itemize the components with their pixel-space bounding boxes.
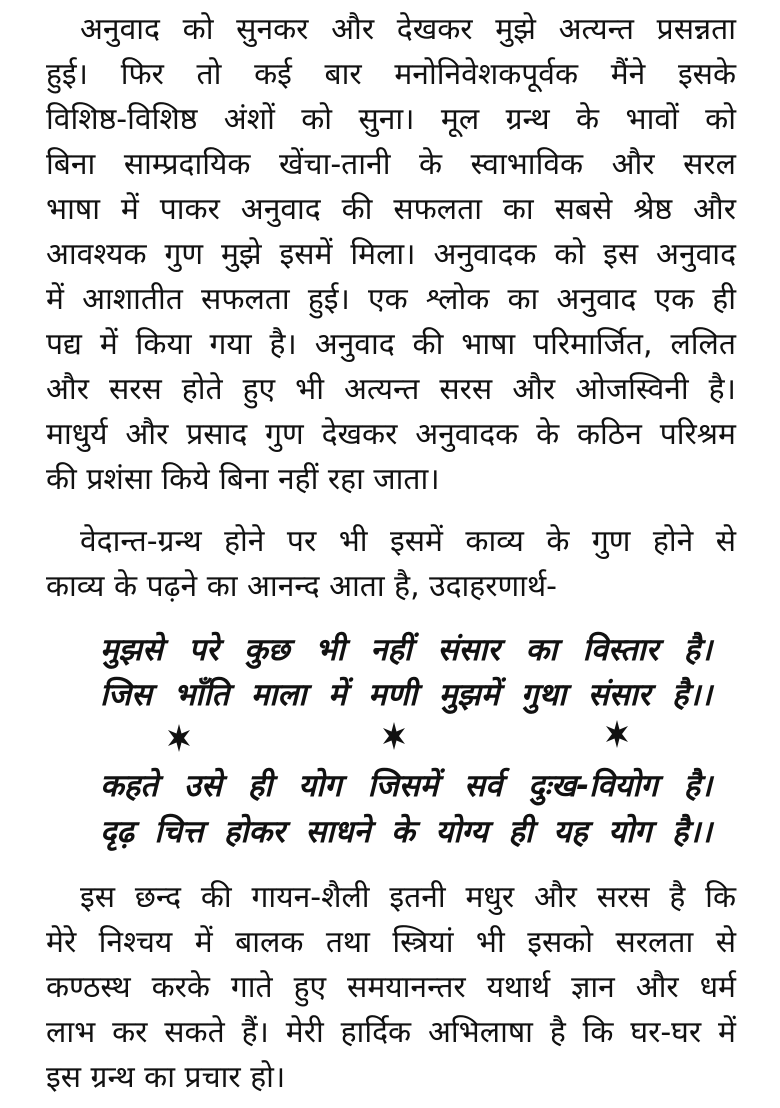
six-pointed-star-icon bbox=[381, 722, 407, 750]
six-pointed-star-icon bbox=[166, 724, 192, 752]
text-line: पद्य में किया गया है। अनुवाद की भाषा परिमार्जित, ललित bbox=[46, 327, 736, 362]
verse-line: दृढ़ चित्त होकर साधने के योग्य ही यह योग है।। bbox=[100, 814, 712, 850]
text-line: और सरस होते हुए भी अत्यन्त सरस और ओजस्विनी है। bbox=[46, 372, 736, 407]
text-line: में आशातीत सफलता हुई। एक श्लोक का अनुवाद एक ही bbox=[46, 282, 736, 317]
verse-line: जिस भाँति माला में मणी मुझमें गुथा संसार है।। bbox=[100, 677, 712, 713]
text-line: बिना साम्प्रदायिक खेंचा-तानी के स्वाभाविक और सरल bbox=[46, 147, 736, 182]
verse-line: कहते उसे ही योग जिसमें सर्व दुःख-वियोग है। bbox=[100, 768, 712, 804]
verse-line: मुझसे परे कुछ भी नहीं संसार का विस्तार है। bbox=[100, 632, 712, 668]
text-line: इस ग्रन्थ का प्रचार हो। bbox=[46, 1060, 286, 1095]
text-line: इस छन्द की गायन-शैली इतनी मधुर और सरस है कि bbox=[80, 880, 736, 915]
text-line: विशिष्ठ-विशिष्ठ अंशों को सुना। मूल ग्रन्थ के भावों को bbox=[46, 102, 736, 137]
text-line: वेदान्त-ग्रन्थ होने पर भी इसमें काव्य के गुण होने से bbox=[80, 524, 736, 559]
text-line: अनुवाद को सुनकर और देखकर मुझे अत्यन्त प्रसन्नता bbox=[80, 12, 736, 47]
text-line: काव्य के पढ़ने का आनन्द आता है, उदाहरणार्थ- bbox=[46, 569, 557, 604]
text-line: मेरे निश्चय में बालक तथा स्त्रियां भी इसको सरलता से bbox=[46, 925, 736, 960]
text-line: हुई। फिर तो कई बार मनोनिवेशकपूर्वक मैंने इसके bbox=[46, 57, 736, 92]
text-line: भाषा में पाकर अनुवाद की सफलता का सबसे श्रेष्ठ और bbox=[46, 192, 736, 227]
text-line: आवश्यक गुण मुझे इसमें मिला। अनुवादक को इस अनुवाद bbox=[46, 237, 736, 272]
text-line: कण्ठस्थ करके गाते हुए समयानन्तर यथार्थ ज्ञान और धर्म bbox=[46, 970, 736, 1005]
text-line: लाभ कर सकते हैं। मेरी हार्दिक अभिलाषा है कि घर-घर में bbox=[46, 1015, 736, 1050]
text-line: माधुर्य और प्रसाद गुण देखकर अनुवादक के कठिन परिश्रम bbox=[46, 417, 736, 452]
text-line: की प्रशंसा किये बिना नहीं रहा जाता। bbox=[46, 462, 440, 497]
six-pointed-star-icon bbox=[604, 720, 630, 748]
